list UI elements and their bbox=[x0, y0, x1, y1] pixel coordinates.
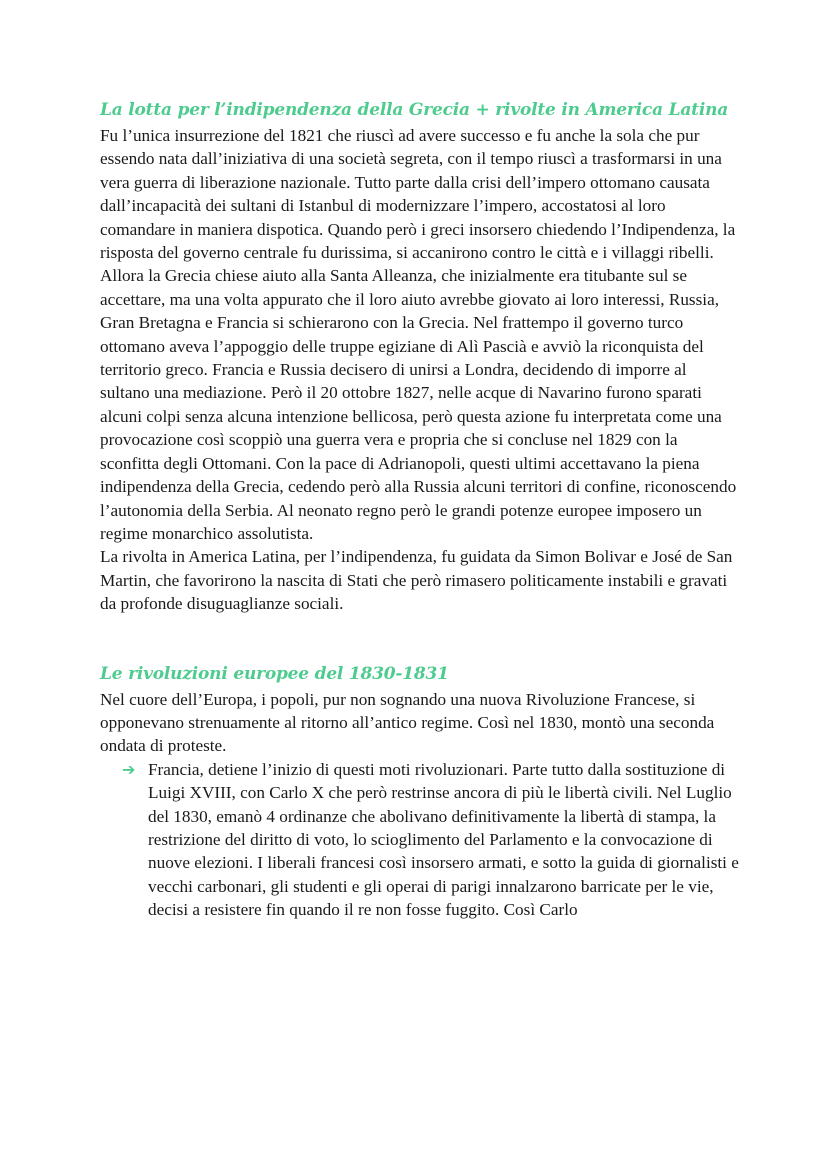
arrow-right-icon: ➔ bbox=[122, 759, 136, 779]
list-item-text: Francia, detiene l’inizio di questi moti rivoluzionari. Parte tutto dalla sostituzione di Luigi XVIII, con Carlo X che però restrinse ancora di più le libertà civili. Nel Luglio del 1830, emanò 4 ordinanze che abolivano definitivamente la libertà di stampa, la restrizione del diritto di voto, lo scioglimento del Parlamento e la convocazione di nuove elezioni. I liberali francesi così insorsero armati, e sotto la guida di giornalisti e vecchi carbonari, gli studenti e gli operai di parigi innalzarono barricate per le vie, decisi a resistere fin quando il re non fosse fuggito. Così Carlo bbox=[148, 759, 739, 920]
document-page bbox=[100, 98, 740, 922]
list-item bbox=[122, 758, 740, 922]
paragraph: Nel cuore dell’Europa, i popoli, pur non sognando una nuova Rivoluzione Francese, si opponevano strenuamente al ritorno all’antico regime. Così nel 1830, montò una seconda ondata di proteste. bbox=[100, 689, 715, 756]
paragraph: Fu l’unica insurrezione del 1821 che riuscì ad avere successo e fu anche la sola che pur essendo nata dall’iniziativa di una società segreta, con il tempo riuscì a trasformarsi in una vera guerra di liberazione nazionale. Tutto parte dalla crisi dell’impero ottomano causata dall’incapacità dei sultani di Istanbul di modernizzare l’impero, accostatosi al loro comandare in maniera dispotica. Quando però i greci insorsero chiedendo l’Indipendenza, la risposta del governo centrale fu durissima, si accanirono contro le città e i villaggi ribelli. Allora la Grecia chiese aiuto alla Santa Alleanza, che inizialmente era titubante sul se accettare, ma una volta appurato che il loro aiuto avrebbe giovato ai loro interessi, Russia, Gran Bretagna e Francia si schierarono con la Grecia. Nel frattempo il governo turco ottomano aveva l’appoggio delle truppe egiziane di Alì Pascià e avviò la riconquista del territorio greco. Francia e Russia decisero di unirsi a Londra, decidendo di imporre al sultano una mediazione. Però il 20 ottobre 1827, nelle acque di Navarino furono sparati alcuni colpi senza alcuna intenzione bellicosa, però questa azione fu interpretata come una provocazione così scoppiò una guerra vera e propria che si concluse nel 1829 con la sconfitta degli Ottomani. Con la pace di Adrianopoli, questi ultimi accettavano la piena indipendenza della Grecia, cedendo però alla Russia alcuni territori di confine, riconoscendo l’autonomia della Serbia. Al neonato regno però le grandi potenze europee imposero un regime monarchico assolutista. bbox=[100, 126, 737, 543]
section-heading: La lotta per l’indipendenza della Grecia + rivolte in America Latina bbox=[100, 100, 729, 120]
section-european-revolutions bbox=[100, 662, 740, 922]
section-heading: Le rivoluzioni europee del 1830-1831 bbox=[100, 663, 449, 684]
paragraph: La rivolta in America Latina, per l’indipendenza, fu guidata da Simon Bolivar e José de San Martin, che favorirono la nascita di Stati che però rimasero politicamente instabili e gravati da profonde disuguaglianze sociali. bbox=[100, 547, 733, 614]
bullet-list bbox=[100, 758, 740, 922]
section-greek-independence bbox=[100, 98, 740, 616]
